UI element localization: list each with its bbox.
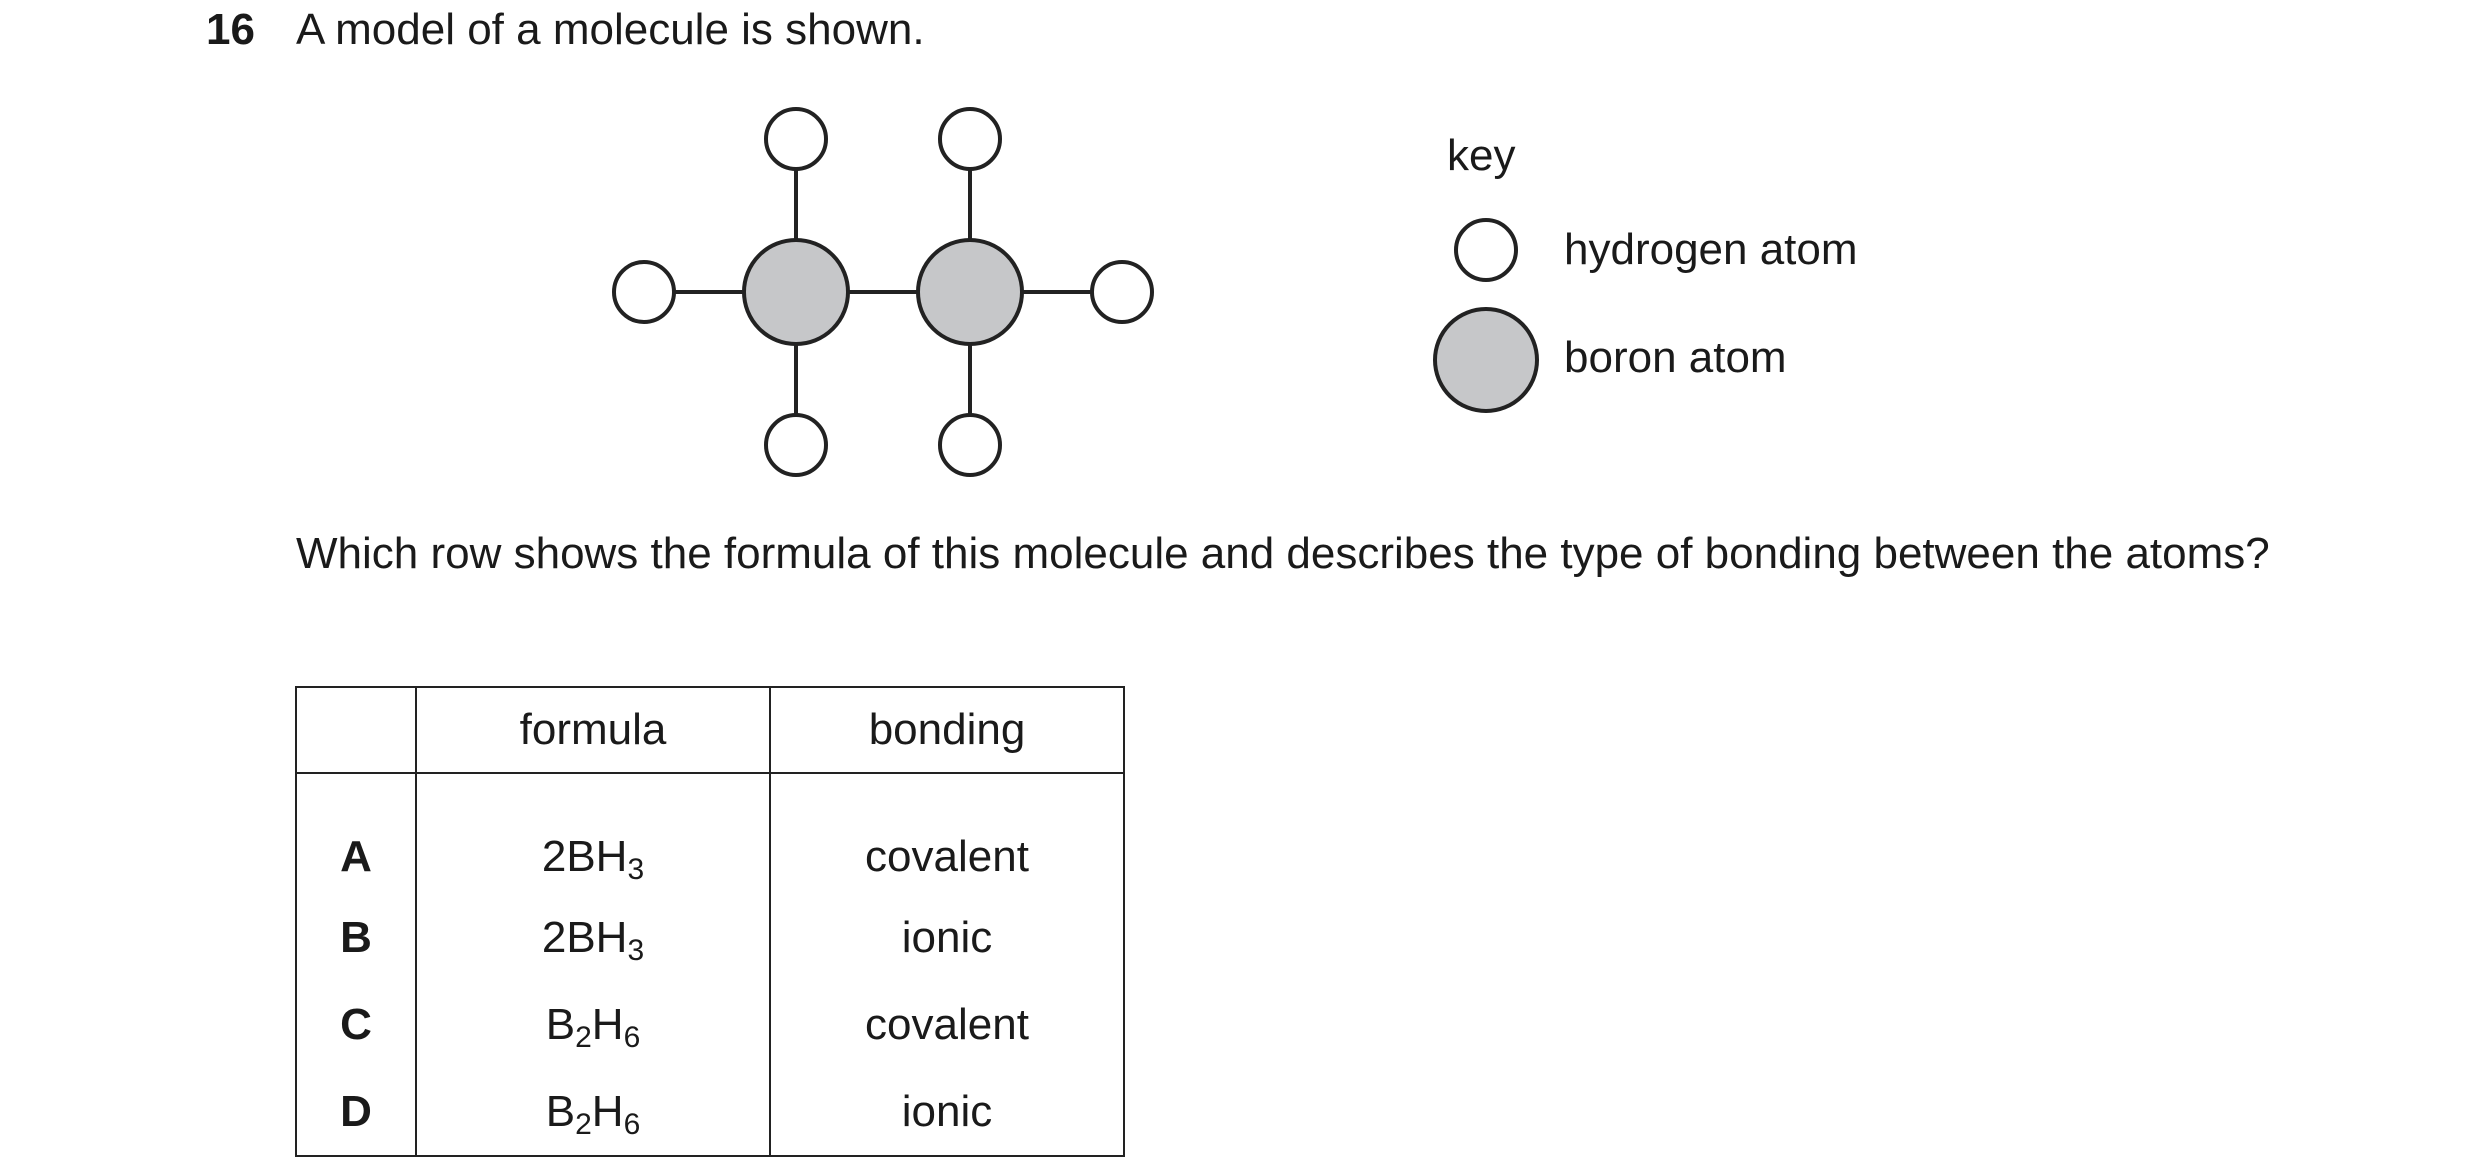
formula-text: B	[545, 999, 576, 1049]
bonding-cell: covalent	[770, 773, 1124, 894]
key-hydrogen-icon	[1456, 220, 1516, 280]
key-boron-label: boron atom	[1564, 333, 1787, 382]
table-row[interactable]	[296, 894, 1124, 981]
key-hydrogen-label: hydrogen atom	[1564, 225, 1858, 274]
formula-subscript: 6	[623, 1020, 641, 1054]
table-header-row	[296, 687, 1124, 773]
question-intro: A model of a molecule is shown.	[296, 5, 925, 54]
formula-text: 2BH	[541, 912, 628, 962]
formula-text: H	[591, 999, 624, 1049]
header-bonding: bonding	[770, 687, 1124, 773]
table-row[interactable]	[296, 773, 1124, 894]
hydrogen-atom	[940, 109, 1000, 169]
table-row[interactable]	[296, 981, 1124, 1068]
hydrogen-atom	[614, 262, 674, 322]
hydrogen-atom	[766, 109, 826, 169]
question-number: 16	[206, 5, 255, 54]
key-symbols	[1435, 220, 1537, 411]
hydrogen-atom	[940, 415, 1000, 475]
option-letter: D	[296, 1068, 416, 1156]
formula-text: H	[591, 1086, 624, 1136]
formula-cell	[416, 894, 770, 981]
key-boron-icon	[1435, 309, 1537, 411]
formula-cell	[416, 1068, 770, 1156]
option-letter: A	[296, 773, 416, 894]
option-letter: B	[296, 894, 416, 981]
bonding-cell: ionic	[770, 894, 1124, 981]
boron-atom	[744, 240, 848, 344]
hydrogen-atom	[1092, 262, 1152, 322]
bonds	[672, 170, 1094, 414]
table-row[interactable]	[296, 1068, 1124, 1156]
key-title: key	[1447, 131, 1516, 180]
option-letter: C	[296, 981, 416, 1068]
bonding-cell: covalent	[770, 981, 1124, 1068]
header-formula: formula	[416, 687, 770, 773]
formula-text: B	[545, 1086, 576, 1136]
answer-table	[295, 686, 1125, 1157]
formula-cell	[416, 981, 770, 1068]
formula-subscript: 2	[575, 1107, 592, 1141]
boron-atom	[918, 240, 1022, 344]
bonding-cell: ionic	[770, 1068, 1124, 1156]
hydrogen-atom	[766, 415, 826, 475]
formula-text: 2BH	[541, 832, 628, 881]
question-prompt: Which row shows the formula of this molecule and describes the type of bonding between the atoms?	[296, 529, 2270, 578]
formula-subscript: 3	[627, 853, 645, 886]
formula-subscript: 6	[623, 1107, 641, 1141]
molecule-diagram	[0, 0, 2480, 520]
formula-cell	[416, 773, 770, 894]
formula-subscript: 3	[627, 933, 645, 967]
header-blank	[296, 687, 416, 773]
formula-subscript: 2	[575, 1020, 592, 1054]
